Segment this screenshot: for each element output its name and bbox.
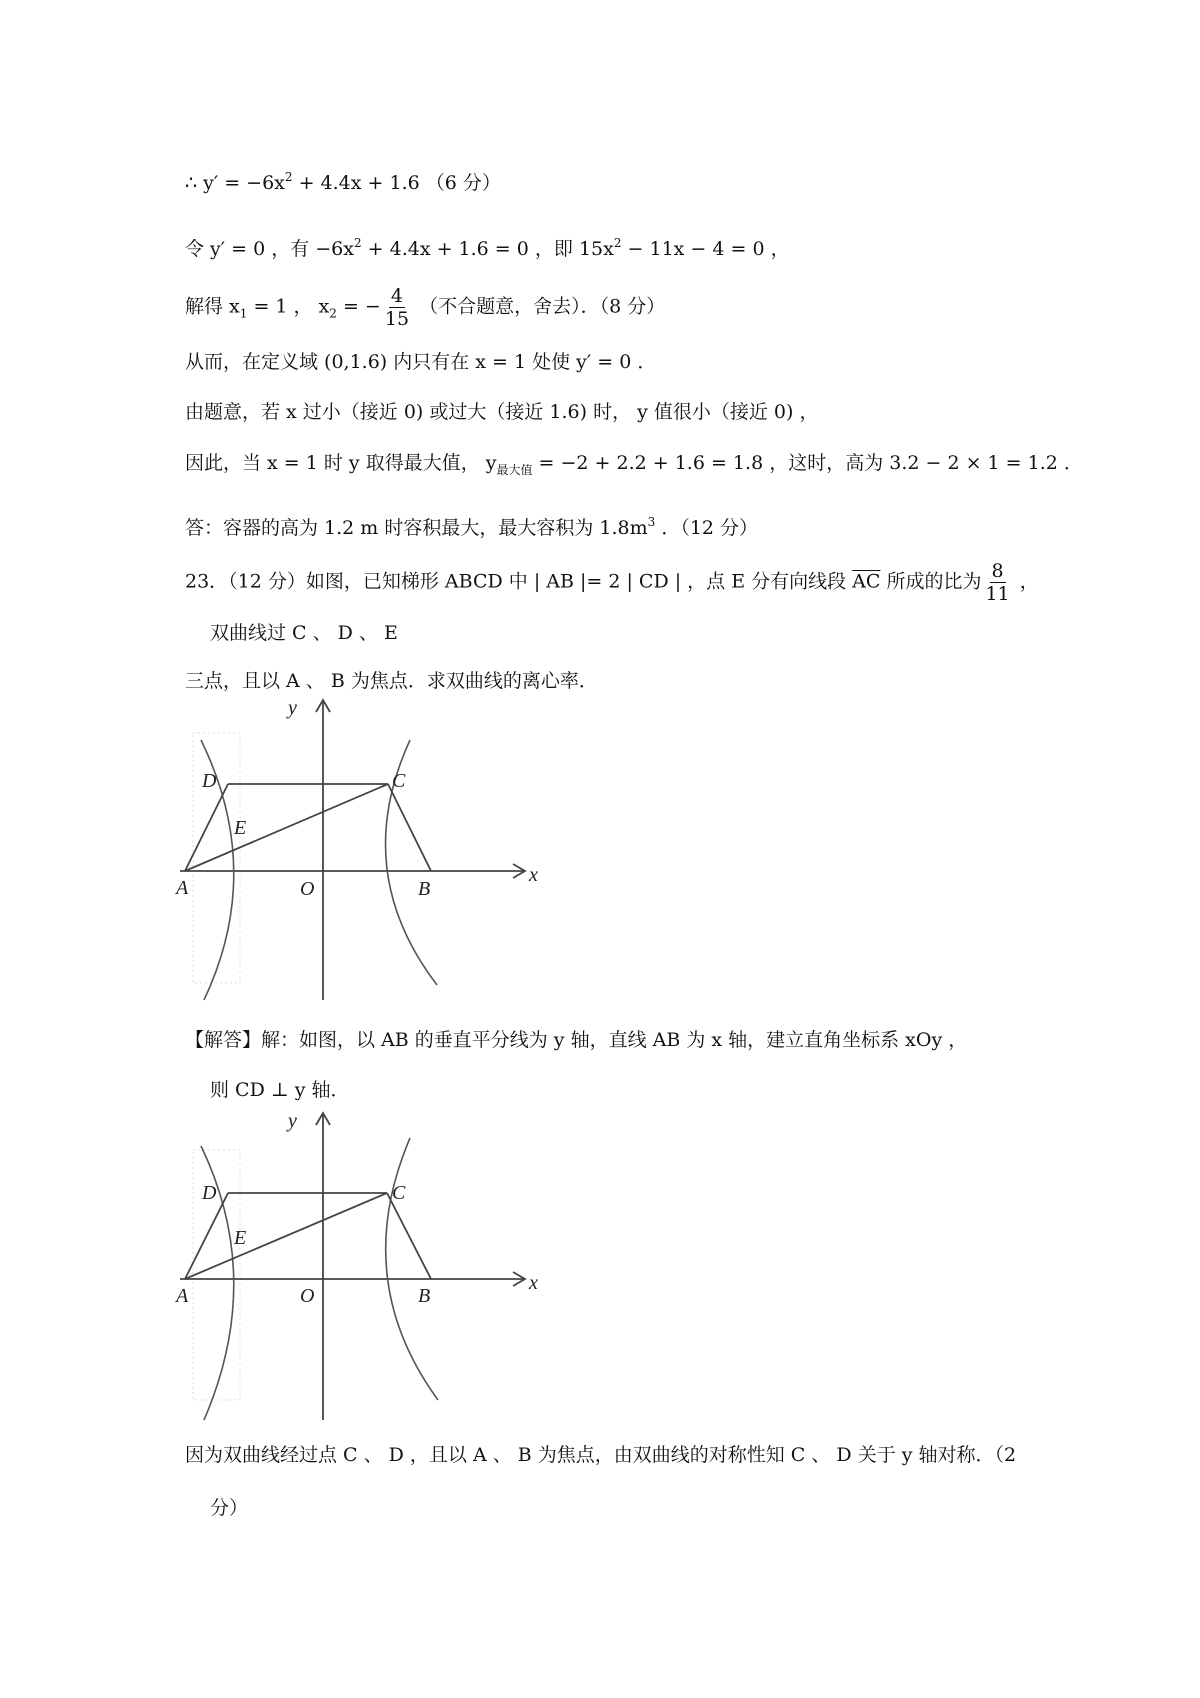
symmetry-score-line: 分） <box>210 1497 249 1519</box>
problem-text-b: 所成的比为 <box>880 570 982 593</box>
derivative-line <box>185 162 501 198</box>
label-x: x <box>529 864 538 886</box>
label-d: D <box>202 770 217 792</box>
label-e: E <box>234 817 247 839</box>
solution-line <box>185 285 665 330</box>
hyperbola-figure-2 <box>176 1108 540 1428</box>
derivative-text-a: ∴ y′ = −6x <box>185 172 285 194</box>
segment-ac <box>185 784 388 871</box>
label-c: C <box>392 1182 406 1204</box>
symmetry-line: 因为双曲线经过点 C 、 D ，且以 A 、 B 为焦点，由双曲线的对称性知 C 、 D 关于 y 轴对称．（2 <box>185 1444 1017 1466</box>
maximum-line <box>185 448 1083 485</box>
solution-text-c: = − <box>336 295 381 318</box>
equation-line <box>185 228 790 264</box>
vector-ac: $\overline{AC}$ <box>852 570 881 593</box>
segment-cb <box>388 784 431 871</box>
label-b: B <box>418 1285 431 1307</box>
label-d: D <box>202 1182 217 1204</box>
hyperbola-points-line: 双曲线过 C 、 D 、 E <box>210 622 398 644</box>
equation-sup-a: 2 <box>353 236 362 250</box>
fraction-denominator: 15 <box>384 308 410 330</box>
fraction-numerator: 8 <box>991 560 1004 582</box>
answer-line <box>185 507 758 543</box>
answer-text-b: ．（12 分） <box>655 517 759 539</box>
segment-ad <box>185 784 228 871</box>
solution-sub-b: 2 <box>329 306 337 321</box>
label-c: C <box>392 770 406 792</box>
label-y: y <box>288 697 297 719</box>
equation-text-c: − 11x − 4 = 0 ， <box>621 238 790 260</box>
segment-cb <box>387 1193 431 1279</box>
solution-text-a: 解得 x <box>185 295 240 318</box>
cd-perpendicular-line: 则 CD ⊥ y 轴． <box>210 1079 350 1101</box>
derivative-text-b: + 4.4x + 1.6 （6 分） <box>292 172 501 194</box>
fraction-8-11 <box>983 560 1011 605</box>
equation-text-a: 令 y′ = 0 ，有 −6x <box>185 238 354 260</box>
label-o: O <box>300 878 315 900</box>
solution-text-b: = 1 ， x <box>247 295 330 318</box>
label-a: A <box>176 1285 189 1307</box>
right-hyperbola-branch <box>386 1138 438 1400</box>
label-o: O <box>300 1285 315 1307</box>
fraction-4-15 <box>383 285 411 330</box>
solution-text-d: （不合题意，舍去）．（8 分） <box>413 295 666 318</box>
label-b: B <box>418 878 431 900</box>
label-e: E <box>234 1227 247 1249</box>
limits-line: 由题意，若 x 过小（接近 0) 或过大（接近 1.6) 时， y 值很小（接近 0) ， <box>185 401 819 423</box>
maximum-text-a: 因此，当 x = 1 时 y 取得最大值， y <box>185 452 497 474</box>
derivative-sup: 2 <box>284 170 293 184</box>
maximum-sub: 最大值 <box>496 463 533 477</box>
problem-23-line <box>185 560 1039 605</box>
answer-sup: 3 <box>647 515 656 529</box>
hyperbola-figure-1 <box>176 695 540 1015</box>
label-x: x <box>529 1272 538 1294</box>
solution-intro-line: 【解答】解：如图，以 AB 的垂直平分线为 y 轴，直线 AB 为 x 轴，建立直角坐标系 xOy ， <box>185 1029 968 1051</box>
segment-ac <box>185 1193 387 1279</box>
segment-ad <box>185 1193 228 1279</box>
problem-text-c: ， <box>1013 570 1039 593</box>
domain-line: 从而，在定义域 (0,1.6) 内只有在 x = 1 处使 y′ = 0 ． <box>185 351 657 373</box>
foci-line: 三点，且以 A 、 B 为焦点．求双曲线的离心率． <box>185 670 598 692</box>
equation-sup-b: 2 <box>613 236 622 250</box>
label-a: A <box>176 877 189 899</box>
solution-sub-a: 1 <box>239 306 248 321</box>
maximum-text-b: = −2 + 2.2 + 1.6 = 1.8 ，这时，高为 3.2 − 2 × 1 = 1.2 ． <box>532 452 1083 474</box>
fraction-numerator: 4 <box>390 285 403 307</box>
fraction-denominator: 11 <box>985 583 1010 605</box>
answer-text-a: 答：容器的高为 1.2 m 时容积最大，最大容积为 1.8m <box>185 517 648 539</box>
problem-text-a: 23．（12 分）如图，已知梯形 ABCD 中 | AB |= 2 | CD | ，点 E 分有向线段 <box>185 570 853 593</box>
label-y: y <box>288 1110 297 1132</box>
equation-text-b: + 4.4x + 1.6 = 0 ，即 15x <box>361 238 614 260</box>
